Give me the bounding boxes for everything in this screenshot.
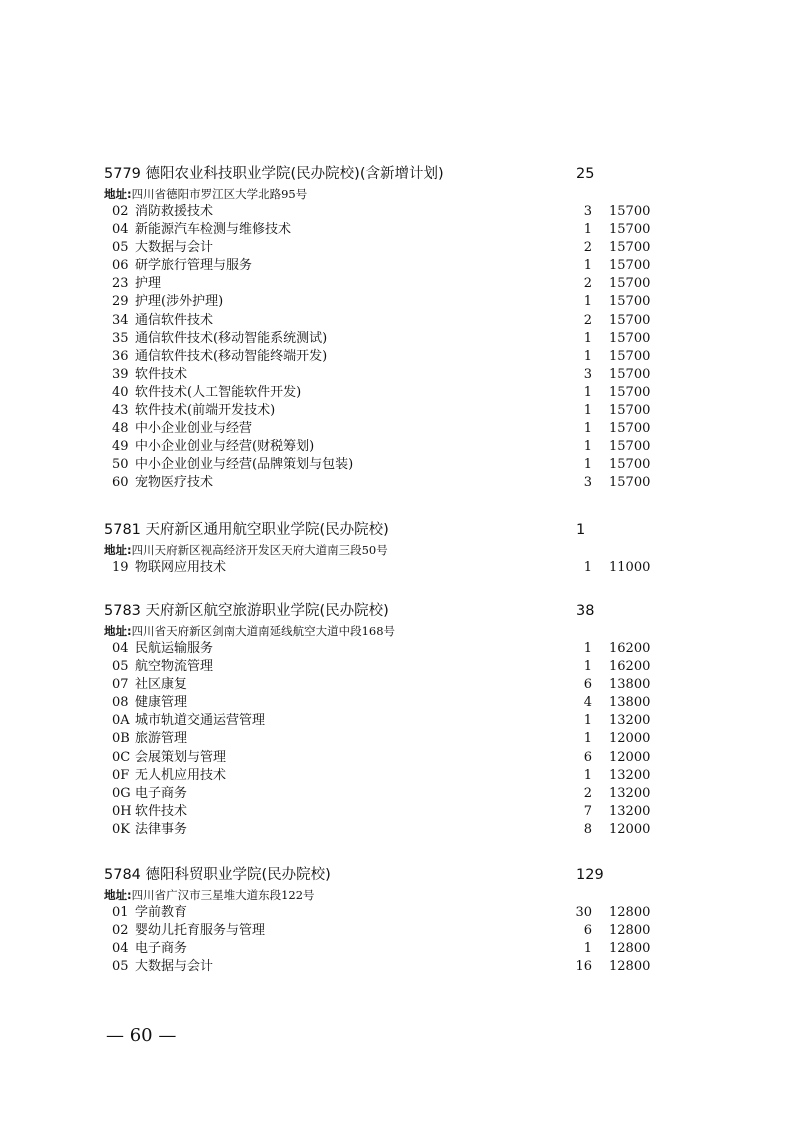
school-total-count: 25 (576, 166, 595, 182)
major-fee: 15700 (609, 240, 651, 256)
major-code: 0F (112, 767, 130, 783)
major-fee: 15700 (609, 457, 651, 473)
major-name: 研学旅行管理与服务 (135, 258, 253, 274)
major-count: 6 (583, 677, 592, 693)
major-name: 大数据与会计 (135, 240, 214, 256)
major-row (104, 293, 664, 311)
school-header (104, 864, 664, 886)
school-section (104, 600, 664, 839)
major-row (104, 221, 664, 239)
major-fee: 15700 (609, 258, 651, 274)
major-count: 3 (583, 475, 592, 491)
major-fee: 15700 (609, 294, 651, 310)
address-label: 地址: (104, 543, 132, 557)
school-title: 5783 天府新区航空旅游职业学院(民办院校) (104, 603, 389, 619)
major-name: 民航运输服务 (135, 641, 214, 656)
school-title: 5781 天府新区通用航空职业学院(民办院校) (104, 522, 389, 538)
major-code: 0K (112, 821, 130, 837)
major-count: 8 (583, 821, 592, 837)
major-row (104, 940, 664, 958)
major-row (104, 239, 664, 257)
major-code: 04 (112, 222, 129, 238)
school-section (104, 864, 664, 976)
major-name: 法律事务 (135, 821, 188, 837)
major-fee: 15700 (609, 403, 651, 419)
school-address (104, 886, 664, 904)
school-address (104, 622, 664, 640)
major-row (104, 712, 664, 730)
major-name: 软件技术 (135, 366, 188, 382)
major-code: 04 (112, 941, 129, 957)
major-code: 0H (112, 803, 132, 819)
major-row (104, 821, 664, 839)
major-count: 1 (583, 731, 592, 747)
major-count: 1 (583, 713, 592, 729)
major-code: 36 (112, 348, 129, 364)
page-number: — 60 — (106, 1025, 177, 1046)
major-count: 1 (583, 294, 592, 310)
school-header (104, 163, 664, 185)
major-name: 无人机应用技术 (135, 767, 227, 783)
address-label: 地址: (104, 888, 132, 902)
major-fee: 13200 (609, 803, 651, 819)
major-fee: 12800 (609, 959, 651, 975)
major-name: 新能源汽车检测与维修技术 (135, 222, 292, 238)
major-code: 50 (112, 457, 129, 473)
major-code: 0B (112, 731, 130, 747)
major-fee: 15700 (609, 421, 651, 437)
major-row (104, 348, 664, 366)
address-label: 地址: (104, 187, 132, 201)
major-row (104, 456, 664, 474)
major-row (104, 922, 664, 940)
major-count: 2 (583, 312, 592, 328)
major-code: 05 (112, 659, 129, 675)
major-name: 宠物医疗技术 (135, 475, 214, 491)
major-code: 35 (112, 330, 129, 346)
major-name: 软件技术(人工智能软件开发) (135, 384, 302, 400)
major-count: 2 (583, 240, 592, 256)
major-count: 6 (583, 749, 592, 765)
major-row (104, 640, 664, 658)
major-name: 会展策划与管理 (135, 749, 227, 765)
school-header (104, 519, 664, 541)
major-code: 23 (112, 276, 129, 292)
major-name: 中小企业创业与经营(品牌策划与包装) (135, 457, 354, 473)
major-name: 通信软件技术 (135, 312, 214, 328)
major-name: 软件技术 (135, 803, 188, 819)
major-row (104, 257, 664, 275)
major-count: 1 (583, 258, 592, 274)
major-fee: 15700 (609, 366, 651, 382)
major-code: 04 (112, 641, 129, 656)
address-text: 四川省德阳市罗江区大学北路95号 (131, 187, 308, 201)
major-code: 43 (112, 403, 129, 419)
major-count: 1 (583, 560, 592, 575)
major-count: 3 (583, 204, 592, 219)
major-count: 1 (583, 439, 592, 455)
major-code: 02 (112, 923, 129, 939)
major-code: 05 (112, 240, 129, 256)
major-row (104, 402, 664, 420)
major-count: 1 (583, 659, 592, 675)
major-name: 学前教育 (135, 905, 188, 920)
major-row (104, 904, 664, 922)
major-fee: 15700 (609, 348, 651, 364)
major-code: 40 (112, 384, 129, 400)
major-name: 旅游管理 (135, 731, 188, 747)
major-count: 1 (583, 941, 592, 957)
school-header (104, 600, 664, 622)
school-section (104, 163, 664, 493)
major-fee: 15700 (609, 312, 651, 328)
major-count: 1 (583, 222, 592, 238)
address-text: 四川天府新区视高经济开发区天府大道南三段50号 (131, 543, 388, 557)
major-count: 3 (583, 366, 592, 382)
major-name: 通信软件技术(移动智能系统测试) (135, 330, 328, 346)
major-code: 34 (112, 312, 129, 328)
major-code: 29 (112, 294, 129, 310)
major-row (104, 958, 664, 976)
major-fee: 13800 (609, 677, 651, 693)
major-row (104, 438, 664, 456)
major-row (104, 474, 664, 492)
major-name: 通信软件技术(移动智能终端开发) (135, 348, 328, 364)
major-row (104, 330, 664, 348)
major-row (104, 384, 664, 402)
major-code: 07 (112, 677, 129, 693)
major-count: 2 (583, 785, 592, 801)
major-fee: 13800 (609, 695, 651, 711)
major-code: 0A (112, 713, 130, 729)
major-name: 电子商务 (135, 785, 188, 801)
school-section (104, 519, 664, 577)
major-count: 1 (583, 767, 592, 783)
major-name: 社区康复 (135, 677, 188, 693)
school-title: 5779 德阳农业科技职业学院(民办院校)(含新增计划) (104, 166, 444, 182)
major-name: 护理 (135, 276, 162, 292)
major-code: 05 (112, 959, 129, 975)
major-row (104, 312, 664, 330)
major-code: 48 (112, 421, 129, 437)
major-fee: 12800 (609, 923, 651, 939)
school-title: 5784 德阳科贸职业学院(民办院校) (104, 867, 331, 883)
major-fee: 13200 (609, 713, 651, 729)
major-fee: 16200 (609, 641, 651, 656)
major-row (104, 275, 664, 293)
major-row (104, 559, 664, 577)
address-text: 四川省广汉市三星堆大道东段122号 (131, 888, 315, 902)
major-code: 39 (112, 366, 129, 382)
major-count: 1 (583, 348, 592, 364)
major-fee: 13200 (609, 785, 651, 801)
school-address (104, 541, 664, 559)
major-count: 2 (583, 276, 592, 292)
major-fee: 16200 (609, 659, 651, 675)
major-fee: 12000 (609, 731, 651, 747)
address-text: 四川省天府新区剑南大道南延线航空大道中段168号 (131, 624, 396, 638)
major-row (104, 730, 664, 748)
major-fee: 15700 (609, 222, 651, 238)
major-row (104, 658, 664, 676)
major-count: 7 (583, 803, 592, 819)
major-fee: 12000 (609, 821, 651, 837)
major-count: 1 (583, 403, 592, 419)
major-row (104, 366, 664, 384)
major-count: 6 (583, 923, 592, 939)
major-name: 婴幼儿托育服务与管理 (135, 923, 266, 939)
major-row (104, 785, 664, 803)
major-row (104, 694, 664, 712)
major-count: 4 (583, 695, 592, 711)
major-row (104, 420, 664, 438)
major-row (104, 203, 664, 221)
major-name: 航空物流管理 (135, 659, 214, 675)
major-fee: 11000 (609, 560, 651, 575)
major-fee: 15700 (609, 439, 651, 455)
address-label: 地址: (104, 624, 132, 638)
major-count: 1 (583, 384, 592, 400)
major-count: 1 (583, 421, 592, 437)
major-code: 60 (112, 475, 129, 491)
school-total-count: 1 (576, 522, 586, 538)
major-row (104, 803, 664, 821)
major-fee: 12800 (609, 941, 651, 957)
major-row (104, 749, 664, 767)
school-total-count: 129 (576, 867, 604, 883)
major-code: 02 (112, 204, 129, 219)
major-name: 中小企业创业与经营(财税筹划) (135, 439, 315, 455)
major-code: 01 (112, 905, 129, 920)
school-total-count: 38 (576, 603, 595, 619)
major-code: 49 (112, 439, 129, 455)
major-fee: 15700 (609, 475, 651, 491)
major-fee: 15700 (609, 330, 651, 346)
major-name: 城市轨道交通运营管理 (135, 713, 266, 729)
major-name: 健康管理 (135, 695, 188, 711)
major-row (104, 767, 664, 785)
major-count: 30 (575, 905, 592, 920)
major-count: 1 (583, 641, 592, 656)
major-fee: 15700 (609, 276, 651, 292)
major-fee: 15700 (609, 384, 651, 400)
major-code: 0C (112, 749, 131, 765)
major-name: 中小企业创业与经营 (135, 421, 253, 437)
major-count: 1 (583, 330, 592, 346)
major-count: 1 (583, 457, 592, 473)
major-name: 大数据与会计 (135, 959, 214, 975)
major-name: 消防救援技术 (135, 204, 214, 219)
major-code: 06 (112, 258, 129, 274)
major-fee: 13200 (609, 767, 651, 783)
major-name: 电子商务 (135, 941, 188, 957)
major-name: 软件技术(前端开发技术) (135, 403, 276, 419)
major-fee: 15700 (609, 204, 651, 219)
school-address (104, 185, 664, 203)
major-code: 08 (112, 695, 129, 711)
major-count: 16 (575, 959, 592, 975)
major-row (104, 676, 664, 694)
major-name: 物联网应用技术 (135, 560, 227, 575)
major-fee: 12800 (609, 905, 651, 920)
major-code: 19 (112, 560, 129, 575)
major-fee: 12000 (609, 749, 651, 765)
major-code: 0G (112, 785, 131, 801)
major-name: 护理(涉外护理) (135, 294, 224, 310)
